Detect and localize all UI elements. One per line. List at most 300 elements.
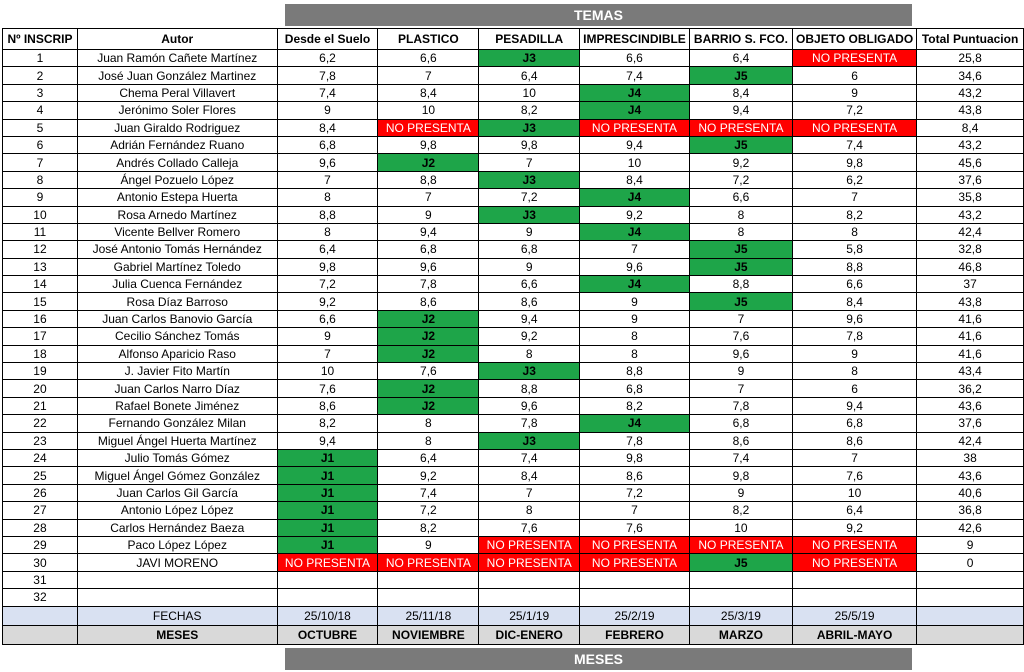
inscrip-cell: 24 [3, 449, 78, 466]
score-cell: J4 [580, 84, 690, 101]
score-cell: 9,4 [689, 102, 792, 119]
author-cell: Juan Carlos Banovio García [77, 310, 277, 327]
inscrip-cell: 31 [3, 571, 78, 588]
total-cell: 43,6 [917, 397, 1024, 414]
score-cell: 7,2 [479, 189, 580, 206]
author-cell: Juan Carlos Gil García [77, 484, 277, 501]
author-cell: Ángel Pozuelo López [77, 171, 277, 188]
inscrip-cell: 8 [3, 171, 78, 188]
table-row [3, 50, 1024, 67]
inscrip-cell: 28 [3, 519, 78, 536]
score-cell: 6 [793, 67, 917, 84]
header-imprescindible: IMPRESCINDIBLE [580, 29, 690, 50]
score-cell: J1 [277, 449, 378, 466]
table-row [3, 571, 1024, 588]
score-cell: 8 [479, 502, 580, 519]
score-cell: 6,8 [479, 241, 580, 258]
score-cell: 9 [277, 102, 378, 119]
table-row [3, 519, 1024, 536]
inscrip-cell: 15 [3, 293, 78, 310]
score-cell: 7,8 [580, 432, 690, 449]
score-cell: 8 [793, 223, 917, 240]
table-row [3, 415, 1024, 432]
scores-table [2, 28, 1024, 645]
total-cell: 0 [917, 554, 1024, 571]
score-cell: 7,2 [580, 484, 690, 501]
score-cell: J2 [378, 380, 479, 397]
score-cell: 8,2 [689, 502, 792, 519]
score-cell: 7 [378, 189, 479, 206]
header-pesadilla: PESADILLA [479, 29, 580, 50]
author-cell: Andrés Collado Calleja [77, 154, 277, 171]
score-cell: 9 [793, 84, 917, 101]
author-cell: Julia Cuenca Fernández [77, 276, 277, 293]
score-cell: 9 [689, 363, 792, 380]
score-cell: 6,4 [689, 50, 792, 67]
inscrip-cell: 32 [3, 589, 78, 606]
score-cell [479, 589, 580, 606]
mes-cell: OCTUBRE [277, 625, 378, 644]
score-cell: 10 [580, 154, 690, 171]
author-cell: J. Javier Fito Martín [77, 363, 277, 380]
score-cell: 10 [689, 519, 792, 536]
score-cell: 7 [689, 380, 792, 397]
score-cell: 8,4 [580, 171, 690, 188]
score-cell: 8,4 [479, 467, 580, 484]
table-row [3, 84, 1024, 101]
score-cell: 6,8 [277, 136, 378, 153]
score-cell [793, 571, 917, 588]
total-cell: 37,6 [917, 171, 1024, 188]
inscrip-cell: 21 [3, 397, 78, 414]
table-row [3, 223, 1024, 240]
table-row [3, 397, 1024, 414]
table-row [3, 345, 1024, 362]
score-cell [580, 571, 690, 588]
score-cell: 9,8 [479, 136, 580, 153]
score-cell: 6,4 [793, 502, 917, 519]
score-cell: 7,2 [793, 102, 917, 119]
score-cell: 7,6 [689, 328, 792, 345]
score-cell: 6,2 [277, 50, 378, 67]
score-cell: 7,8 [479, 415, 580, 432]
score-cell: 6,6 [378, 50, 479, 67]
score-cell: J3 [479, 50, 580, 67]
rows-body [3, 50, 1024, 607]
score-cell: NO PRESENTA [689, 119, 792, 136]
author-cell: Fernando González Milan [77, 415, 277, 432]
score-cell: NO PRESENTA [479, 554, 580, 571]
score-cell: 10 [479, 84, 580, 101]
score-cell [479, 571, 580, 588]
table-row [3, 589, 1024, 606]
score-cell: 9,8 [277, 258, 378, 275]
score-cell: J5 [689, 241, 792, 258]
author-cell: Juan Carlos Narro Díaz [77, 380, 277, 397]
score-cell: 7 [277, 171, 378, 188]
score-cell: 9,2 [580, 206, 690, 223]
score-cell: NO PRESENTA [479, 536, 580, 553]
total-cell: 42,6 [917, 519, 1024, 536]
score-cell: 8 [580, 345, 690, 362]
score-cell: J3 [479, 119, 580, 136]
score-cell [689, 571, 792, 588]
total-cell: 37 [917, 276, 1024, 293]
score-cell: J1 [277, 502, 378, 519]
meses-banner: MESES [285, 648, 912, 670]
inscrip-cell: 25 [3, 467, 78, 484]
score-cell: 9,2 [793, 519, 917, 536]
score-cell: J5 [689, 258, 792, 275]
score-cell: 7,8 [689, 397, 792, 414]
score-cell: J5 [689, 554, 792, 571]
score-cell: 5,8 [793, 241, 917, 258]
table-row [3, 328, 1024, 345]
score-cell: 7 [689, 310, 792, 327]
table-row [3, 449, 1024, 466]
score-cell: 9,6 [580, 258, 690, 275]
inscrip-cell: 3 [3, 84, 78, 101]
score-cell: 9,2 [378, 467, 479, 484]
total-cell: 43,2 [917, 206, 1024, 223]
meses-label: MESES [77, 625, 277, 644]
score-cell: 10 [793, 484, 917, 501]
total-cell [917, 571, 1024, 588]
total-cell: 32,8 [917, 241, 1024, 258]
fecha-cell: 25/11/18 [378, 606, 479, 625]
score-cell: 7,2 [689, 171, 792, 188]
score-cell: 9,8 [689, 467, 792, 484]
header-barrio: BARRIO S. FCO. [689, 29, 792, 50]
score-cell: J5 [689, 293, 792, 310]
total-cell: 36,8 [917, 502, 1024, 519]
score-cell: J4 [580, 415, 690, 432]
total-cell: 41,6 [917, 345, 1024, 362]
score-cell: 8,8 [378, 171, 479, 188]
header-row [3, 29, 1024, 50]
header-total: Total Puntuacion [917, 29, 1024, 50]
inscrip-cell: 13 [3, 258, 78, 275]
score-cell: 6,4 [479, 67, 580, 84]
inscrip-cell: 12 [3, 241, 78, 258]
author-cell: Rosa Díaz Barroso [77, 293, 277, 310]
score-cell: 7,8 [793, 328, 917, 345]
fecha-cell: 25/3/19 [689, 606, 792, 625]
score-cell: 9,4 [277, 432, 378, 449]
table-row [3, 432, 1024, 449]
score-cell [378, 571, 479, 588]
author-cell: Rosa Arnedo Martínez [77, 206, 277, 223]
score-cell [277, 571, 378, 588]
score-cell: 8,8 [689, 276, 792, 293]
score-cell: J2 [378, 154, 479, 171]
score-cell: 7,4 [277, 84, 378, 101]
table-row [3, 380, 1024, 397]
inscrip-cell: 26 [3, 484, 78, 501]
score-cell [793, 589, 917, 606]
table-row [3, 119, 1024, 136]
inscrip-cell: 2 [3, 67, 78, 84]
score-cell: J2 [378, 345, 479, 362]
score-cell: 9,6 [277, 154, 378, 171]
total-cell: 38 [917, 449, 1024, 466]
score-cell: 8 [689, 223, 792, 240]
total-cell: 36,2 [917, 380, 1024, 397]
score-cell: 9 [277, 328, 378, 345]
author-cell: Rafael Bonete Jiménez [77, 397, 277, 414]
score-cell: 7,6 [378, 363, 479, 380]
author-cell: Alfonso Aparicio Raso [77, 345, 277, 362]
author-cell: Miguel Ángel Gómez González [77, 467, 277, 484]
author-cell: Julio Tomás Gómez [77, 449, 277, 466]
header-autor: Autor [77, 29, 277, 50]
fechas-label: FECHAS [77, 606, 277, 625]
score-cell: 7,4 [479, 449, 580, 466]
score-cell: 9,6 [378, 258, 479, 275]
header-inscrip: Nº INSCRIP [3, 29, 78, 50]
inscrip-cell: 14 [3, 276, 78, 293]
score-cell: 9,4 [479, 310, 580, 327]
table-row [3, 536, 1024, 553]
score-cell: 7,6 [580, 519, 690, 536]
inscrip-cell: 6 [3, 136, 78, 153]
score-cell: 6 [793, 380, 917, 397]
score-cell [580, 589, 690, 606]
score-cell: 8 [580, 328, 690, 345]
score-cell: 7 [793, 449, 917, 466]
author-cell: Vicente Bellver Romero [77, 223, 277, 240]
score-cell: 6,6 [479, 276, 580, 293]
score-cell: J5 [689, 67, 792, 84]
inscrip-cell: 19 [3, 363, 78, 380]
author-cell: Antonio López López [77, 502, 277, 519]
score-cell: 6,8 [793, 415, 917, 432]
score-cell: 7,4 [378, 484, 479, 501]
mes-cell: MARZO [689, 625, 792, 644]
score-cell: J2 [378, 310, 479, 327]
total-cell: 35,8 [917, 189, 1024, 206]
score-cell: 6,6 [689, 189, 792, 206]
total-cell: 43,6 [917, 467, 1024, 484]
total-cell: 43,2 [917, 84, 1024, 101]
author-cell: JAVI MORENO [77, 554, 277, 571]
author-cell: Antonio Estepa Huerta [77, 189, 277, 206]
score-cell [689, 589, 792, 606]
score-cell: 8,6 [793, 432, 917, 449]
author-cell: José Juan González Martinez [77, 67, 277, 84]
score-cell: 7 [277, 345, 378, 362]
mes-cell: DIC-ENERO [479, 625, 580, 644]
score-cell: 9,6 [689, 345, 792, 362]
total-cell: 46,8 [917, 258, 1024, 275]
inscrip-cell: 16 [3, 310, 78, 327]
score-cell: 9,4 [378, 223, 479, 240]
author-cell: Juan Giraldo Rodriguez [77, 119, 277, 136]
score-cell: 8 [277, 189, 378, 206]
author-cell: Jerónimo Soler Flores [77, 102, 277, 119]
table-row [3, 136, 1024, 153]
meses-row [3, 625, 1024, 644]
score-cell: 8 [277, 223, 378, 240]
score-cell: 9 [378, 206, 479, 223]
score-cell: 6,6 [580, 50, 690, 67]
table-row [3, 502, 1024, 519]
table-row [3, 258, 1024, 275]
score-cell: J3 [479, 171, 580, 188]
total-cell: 43,8 [917, 102, 1024, 119]
score-cell: NO PRESENTA [580, 536, 690, 553]
fecha-cell: 25/10/18 [277, 606, 378, 625]
fechas-row [3, 606, 1024, 625]
score-cell: NO PRESENTA [793, 536, 917, 553]
score-cell: 9,2 [689, 154, 792, 171]
score-cell: J1 [277, 467, 378, 484]
inscrip-cell: 17 [3, 328, 78, 345]
score-cell: J2 [378, 328, 479, 345]
score-cell: 9,6 [479, 397, 580, 414]
score-cell: 6,8 [580, 380, 690, 397]
fecha-cell: 25/2/19 [580, 606, 690, 625]
score-cell: 10 [277, 363, 378, 380]
score-cell: 8,4 [277, 119, 378, 136]
table-row [3, 102, 1024, 119]
inscrip-cell: 5 [3, 119, 78, 136]
total-cell: 42,4 [917, 432, 1024, 449]
score-cell: 9 [378, 536, 479, 553]
score-cell: 8,4 [793, 293, 917, 310]
score-cell: NO PRESENTA [277, 554, 378, 571]
table-row [3, 293, 1024, 310]
score-cell: 9 [479, 258, 580, 275]
score-cell: J1 [277, 519, 378, 536]
fecha-cell: 25/1/19 [479, 606, 580, 625]
score-cell: NO PRESENTA [378, 119, 479, 136]
score-cell: 7 [378, 67, 479, 84]
table-row [3, 241, 1024, 258]
score-cell: 9,8 [793, 154, 917, 171]
score-cell: 8,8 [580, 363, 690, 380]
table-row [3, 310, 1024, 327]
score-cell: 8,2 [479, 102, 580, 119]
score-cell: 9 [793, 345, 917, 362]
score-cell: 8,8 [479, 380, 580, 397]
inscrip-cell: 9 [3, 189, 78, 206]
score-cell: NO PRESENTA [793, 50, 917, 67]
score-cell: J5 [689, 136, 792, 153]
score-cell: 9,2 [277, 293, 378, 310]
total-cell: 43,2 [917, 136, 1024, 153]
table-row [3, 171, 1024, 188]
score-cell: NO PRESENTA [580, 554, 690, 571]
score-cell: 9,8 [580, 449, 690, 466]
score-cell: 7,4 [689, 449, 792, 466]
score-cell: 6,8 [689, 415, 792, 432]
table-row [3, 206, 1024, 223]
author-cell: Juan Ramón Cañete Martínez [77, 50, 277, 67]
author-cell: Paco López López [77, 536, 277, 553]
score-cell: 8,2 [277, 415, 378, 432]
total-cell: 41,6 [917, 328, 1024, 345]
score-cell: J1 [277, 536, 378, 553]
table-row [3, 467, 1024, 484]
score-cell: NO PRESENTA [378, 554, 479, 571]
score-cell: 8 [378, 415, 479, 432]
score-cell: 6,4 [277, 241, 378, 258]
mes-cell: NOVIEMBRE [378, 625, 479, 644]
total-cell: 37,6 [917, 415, 1024, 432]
table-row [3, 484, 1024, 501]
score-cell: 6,8 [378, 241, 479, 258]
total-cell: 43,8 [917, 293, 1024, 310]
table-row [3, 363, 1024, 380]
score-cell [378, 589, 479, 606]
score-cell: 9 [580, 310, 690, 327]
inscrip-cell: 1 [3, 50, 78, 67]
score-cell: 7 [580, 241, 690, 258]
author-cell: Chema Peral Villavert [77, 84, 277, 101]
score-cell: 8,2 [793, 206, 917, 223]
score-cell: J3 [479, 363, 580, 380]
score-cell: 9,2 [479, 328, 580, 345]
fechas-total-cell [917, 606, 1024, 625]
score-cell: 9,6 [793, 310, 917, 327]
score-cell: 8,4 [689, 84, 792, 101]
mes-cell: FEBRERO [580, 625, 690, 644]
score-cell: 8,8 [793, 258, 917, 275]
score-cell: 7 [793, 189, 917, 206]
author-cell: Gabriel Martínez Toledo [77, 258, 277, 275]
score-cell: 6,2 [793, 171, 917, 188]
score-cell: 9 [580, 293, 690, 310]
inscrip-cell: 11 [3, 223, 78, 240]
total-cell: 41,6 [917, 310, 1024, 327]
score-cell: 8,2 [580, 397, 690, 414]
inscrip-cell: 20 [3, 380, 78, 397]
score-cell: 8 [793, 363, 917, 380]
table-row [3, 67, 1024, 84]
score-cell: 6,6 [277, 310, 378, 327]
score-cell: 10 [378, 102, 479, 119]
mes-cell: ABRIL-MAYO [793, 625, 917, 644]
score-cell: 8,6 [479, 293, 580, 310]
score-cell: 7 [580, 502, 690, 519]
score-cell: J4 [580, 189, 690, 206]
score-cell: 7,6 [793, 467, 917, 484]
score-cell: 6,4 [378, 449, 479, 466]
score-cell: NO PRESENTA [793, 554, 917, 571]
total-cell: 8,4 [917, 119, 1024, 136]
score-cell: J3 [479, 432, 580, 449]
score-cell: J3 [479, 206, 580, 223]
score-cell: 7,6 [277, 380, 378, 397]
table-row [3, 154, 1024, 171]
header-plastico: PLASTICO [378, 29, 479, 50]
score-cell: 9,4 [793, 397, 917, 414]
score-cell: 8 [479, 345, 580, 362]
score-cell: 7,6 [479, 519, 580, 536]
score-cell: 7,2 [378, 502, 479, 519]
inscrip-cell: 7 [3, 154, 78, 171]
score-cell: 9 [479, 223, 580, 240]
inscrip-cell: 30 [3, 554, 78, 571]
score-cell: 8 [689, 206, 792, 223]
score-cell: 6,6 [793, 276, 917, 293]
score-cell: J4 [580, 223, 690, 240]
score-cell: J4 [580, 276, 690, 293]
score-cell: 8,2 [378, 519, 479, 536]
author-cell: Carlos Hernández Baeza [77, 519, 277, 536]
score-cell: 7 [479, 154, 580, 171]
